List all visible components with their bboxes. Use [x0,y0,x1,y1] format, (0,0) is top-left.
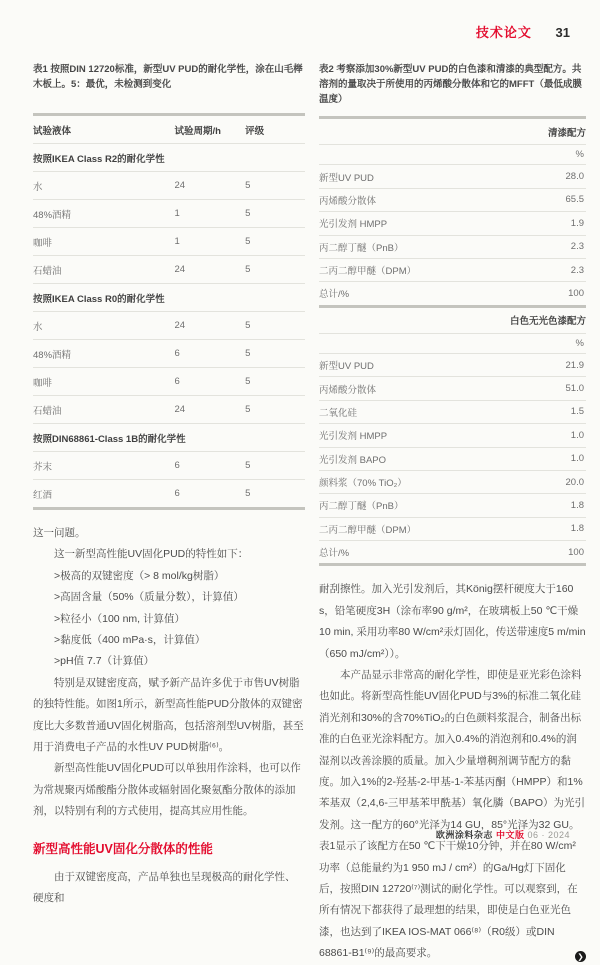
paragraph: 这一问题。 [33,527,86,539]
paragraph: >黏度低（400 mPa·s，计算值） [54,634,206,647]
column-header: 试验周期/h [174,116,245,144]
table-row: 咖啡 6 5 [33,368,305,396]
end-of-article-icon: ❯ [575,951,586,962]
table-section-row: 清漆配方 [319,119,586,145]
table-row: 48%酒精 6 5 [33,340,305,368]
page-footer [436,828,570,841]
paragraph: >极高的双键密度（> 8 mol/kg树脂） [54,569,225,582]
table-row: 水 24 5 [33,172,305,200]
table-row: 新型UV PUD 21.9 [319,354,586,377]
table-row: 光引发剂 HMPP 1.0 [319,424,586,447]
table-header-row [33,116,305,144]
right-body-text [319,579,586,964]
unit-row: % [319,333,586,353]
paragraph: 特别是双键密度高，赋予新产品许多优于市售UV树脂的独特性能。如图1所示，新型高性能PUD分散体的双键密度比大多数普通UV固化树脂高，包括溶剂型UV树脂，甚至用于消费电子产品的水性UV PUD树脂⁽⁶⁾。 [33,676,304,754]
table-row: 水 24 5 [33,312,305,340]
paragraph: >粒径小（100 nm, 计算值） [54,612,185,625]
chemical-resistance-table [33,113,305,510]
table-row: 芥末 6 5 [33,452,305,480]
paragraph: 这一新型高性能UV固化PUD的特性如下： [54,548,249,561]
paragraph: 耐刮擦性。加入光引发剂后，其König摆杆硬度大于160 s，铅笔硬度3H（涂布率90 g/m²，在玻璃板上50 ℃干燥10 min, 采用功率80 W/cm²汞灯固化，传送带速度5 m/min（650 mJ/cm²））。 [319,583,586,660]
left-column [33,62,305,965]
left-body-text [33,523,305,910]
table-row: 丙烯酸分散体 51.0 [319,377,586,400]
section-heading: 新型高性能UV固化分散体的性能 [33,841,213,856]
table-row: 光引发剂 HMPP 1.9 [319,212,586,235]
issue-label: 06 · 2024 [527,830,570,840]
table-section-row: 按照DIN68861-Class 1B的耐化学性 [33,424,305,452]
table-row: 二氧化硅 1.5 [319,400,586,423]
table-row: 48%酒精 1 5 [33,200,305,228]
table-row: 丙二醇丁醚（PnB） 2.3 [319,235,586,258]
paragraph: 本产品显示非常高的耐化学性，即使是亚光彩色涂料也如此。将新型高性能UV固化PUD与3%的标准二氧化硅消光剂和30%的含70%TiO₂的白色颜料浆混合，制备出标准的白色亚光涂料配方。加入0.4%的消泡剂和0.4%的润湿剂以改善涂膜的质量。加入少量增稠剂调节配方的黏度。加入1%的2-羟基-2-甲基-1-苯基丙酮（HMPP）和1%苯基双（2,4,6-三甲基苯甲酰基）氧化膦（BAPO）为光引发剂。这一配方的60°光泽为14 GU，85°光泽为32 GU。表1显示了该配方在50 ℃下干燥10分钟，并在80 W/cm²功率（总能量约为1 950 mJ / cm²）的Ga/Hg灯下固化后，按照DIN 12720⁽⁷⁾测试的耐化学性。可以观察到，在所有情况下都获得了最理想的结果，即使是白色亚光色漆，也达到了IKEA IOS-MAT 066⁽⁸⁾（R0级）或DIN 68861-B1⁽⁹⁾的最高要求。 [319,669,586,960]
paragraph: >pH值 7.7（计算值） [54,655,155,668]
table-row: 石蜡油 24 5 [33,256,305,284]
page-number: 31 [555,25,570,40]
total-row: 总计/% 100 [319,282,586,306]
table-row: 颜料浆（70% TiO₂） 20.0 [319,470,586,493]
page-header [476,22,570,41]
table2-caption: 表2 考察添加30%新型UV PUD的白色漆和清漆的典型配方。共溶剂的量取决于所使用的丙烯酸分散体和它的MFFT（最低成膜温度） [319,64,582,105]
table-section-row: 白色无光色漆配方 [319,306,586,333]
table-row: 二丙二醇甲醚（DPM） 1.8 [319,517,586,540]
table1-caption: 表1 按照DIN 12720标准，新型UV PUD的耐化学性，涂在山毛榉木板上。5：最优，未检测到变化 [33,64,303,90]
rubric-label: 技术论文 [475,25,532,40]
table-section-row: 按照IKEA Class R0的耐化学性 [33,284,305,312]
paragraph: >高固含量（50%（质量分数），计算值） [54,591,244,604]
table-row: 石蜡油 24 5 [33,396,305,424]
chem-table-body [33,116,305,507]
unit-row: % [319,145,586,165]
table-section-row: 按照IKEA Class R2的耐化学性 [33,144,305,172]
table-row: 咖啡 1 5 [33,228,305,256]
column-header: 评级 [245,116,305,144]
formulation-table-body [319,119,586,563]
paragraph: 由于双键密度高，产品单独也呈现极高的耐化学性、硬度和 [33,870,296,905]
table-row: 二丙二醇甲醚（DPM） 2.3 [319,258,586,281]
table-row: 红酒 6 5 [33,488,251,501]
total-row: 总计/% 100 [319,546,584,560]
paragraph: 新型高性能UV固化PUD可以单独用作涂料，也可以作为常规聚丙烯酸酯分散体或辐射固化聚氨酯分散体的添加剂，以特别有利的方式使用，提高其应用性能。 [33,762,301,818]
table-row: 光引发剂 BAPO 1.0 [319,447,586,470]
table-row: 丙二醇丁醚（PnB） 1.8 [319,494,586,517]
table-row: 丙烯酸分散体 65.5 [319,188,586,211]
magazine-title: 欧洲涂料杂志 [435,830,493,840]
formulation-table [319,116,586,566]
edition-label: 中文版 [495,830,525,840]
column-header: 试验液体 [33,116,174,144]
table-row: 新型UV PUD 28.0 [319,165,586,188]
